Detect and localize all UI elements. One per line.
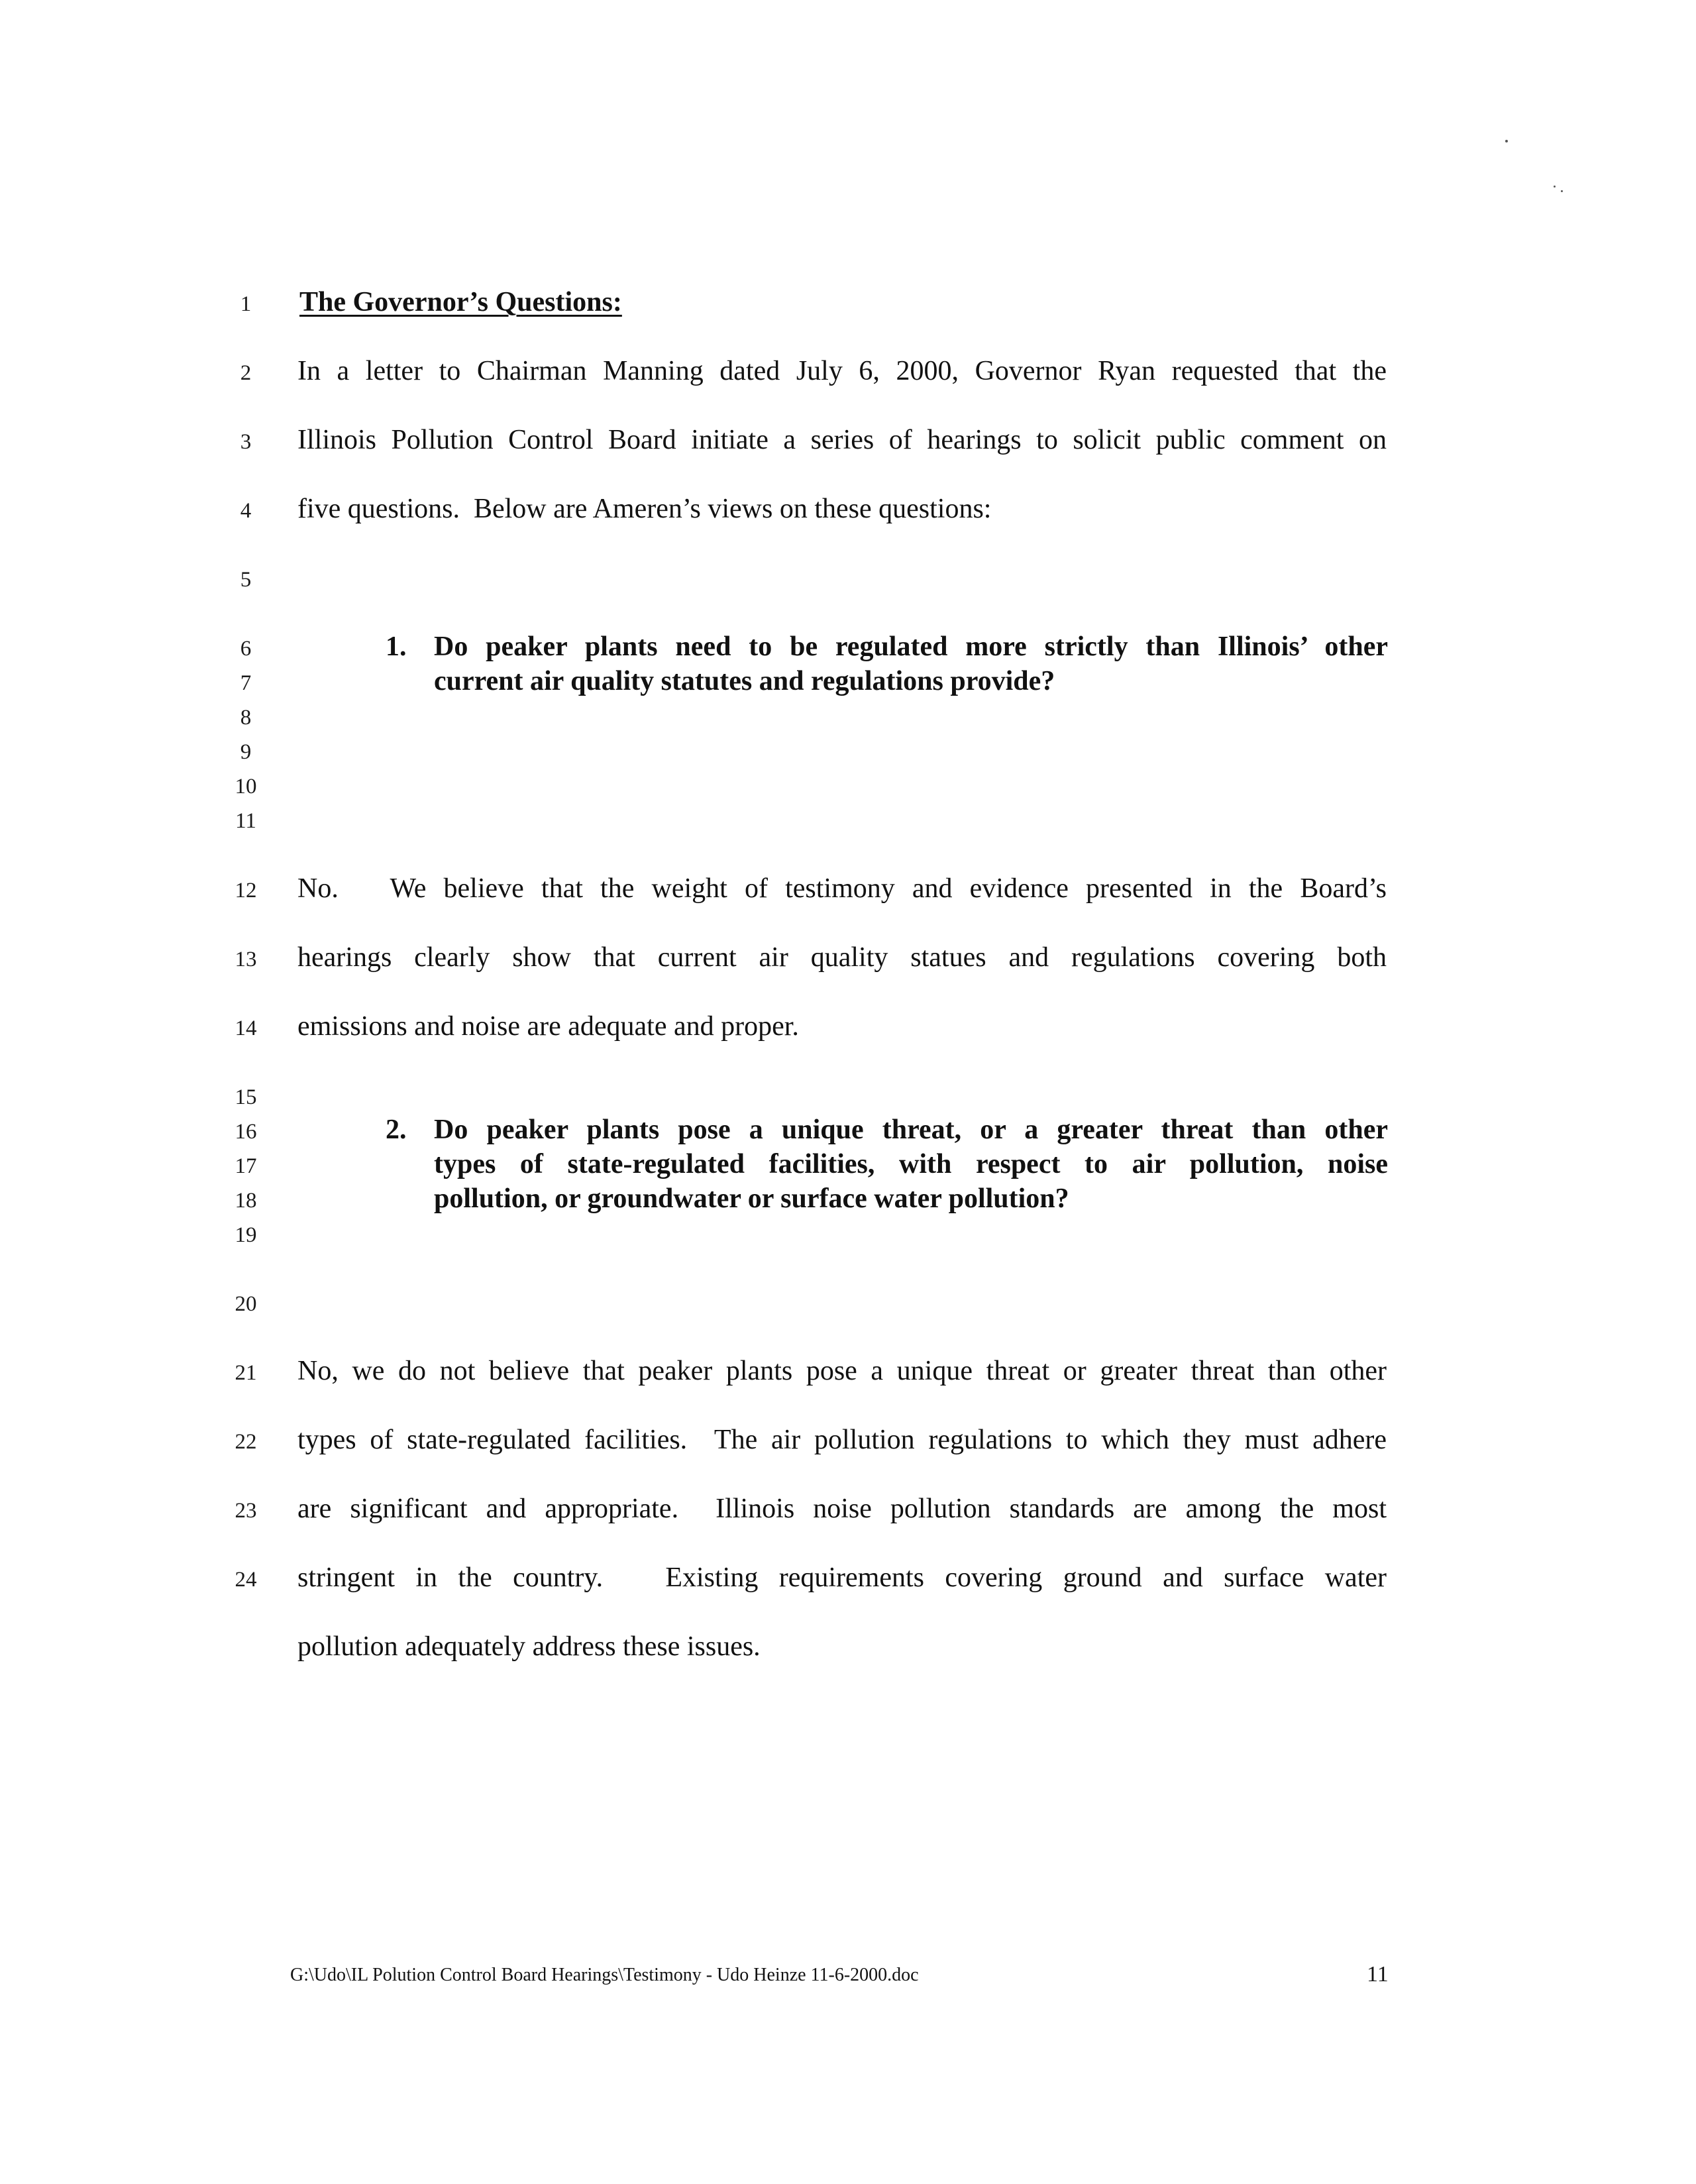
line-number: 3: [240, 430, 252, 454]
line-number: 14: [235, 1016, 257, 1040]
line-number: 4: [240, 499, 252, 523]
line-number: 18: [235, 1189, 257, 1213]
answer-line: No. We believe that the weight of testimony and evidence presented in the Board’s: [297, 873, 1387, 904]
line-number: 21: [235, 1361, 257, 1385]
line-number: 2: [240, 361, 252, 385]
answer-line: hearings clearly show that current air quality statues and regulations covering both: [297, 942, 1387, 973]
answer-line: No, we do not believe that peaker plants pose a unique threat or greater threat than other: [297, 1356, 1387, 1386]
question-line: types of state-regulated facilities, with respect to air pollution, noise: [434, 1149, 1388, 1179]
line-number: 11: [235, 809, 256, 833]
line-number: 22: [235, 1430, 257, 1454]
line-number: 17: [235, 1154, 257, 1178]
line-number: 19: [235, 1223, 257, 1247]
line-number: 7: [240, 671, 252, 695]
line-number: 10: [235, 775, 257, 798]
line-number: 8: [240, 706, 252, 730]
line-number: 20: [235, 1292, 257, 1316]
footer-page-number: 11: [1367, 1962, 1389, 1987]
line-number: 1: [240, 292, 252, 316]
question-line: Do peaker plants pose a unique threat, or a greater threat than other: [434, 1115, 1388, 1145]
answer-line: types of state-regulated facilities. The air pollution regulations to which they must adhere: [297, 1425, 1387, 1455]
line-number: 16: [235, 1120, 257, 1144]
question-line: current air quality statutes and regulations provide?: [434, 666, 1055, 696]
question-number: 1.: [386, 631, 407, 662]
intro-line: In a letter to Chairman Manning dated July 6, 2000, Governor Ryan requested that the: [297, 356, 1387, 386]
question-number: 2.: [386, 1115, 407, 1145]
question-line: Do peaker plants need to be regulated more strictly than Illinois’ other: [434, 631, 1388, 662]
line-number: 9: [240, 740, 252, 764]
line-number: 6: [240, 637, 252, 661]
answer-line: pollution adequately address these issues.: [297, 1631, 761, 1662]
question-line: pollution, or groundwater or surface water pollution?: [434, 1183, 1069, 1214]
answer-line: are significant and appropriate. Illinois noise pollution standards are among the most: [297, 1494, 1387, 1524]
line-number: 5: [240, 568, 252, 592]
scan-speck: [1505, 140, 1508, 142]
line-number: 15: [235, 1085, 257, 1109]
footer-file-path: G:\Udo\IL Polution Control Board Hearings\Testimony - Udo Heinze 11-6-2000.doc: [290, 1965, 919, 1985]
intro-line: Illinois Pollution Control Board initiate a series of hearings to solicit public comment on: [297, 425, 1387, 455]
section-heading: The Governor’s Questions:: [299, 287, 622, 317]
answer-line: emissions and noise are adequate and proper.: [297, 1011, 799, 1042]
line-number: 23: [235, 1499, 257, 1523]
line-number: 12: [235, 879, 257, 902]
scan-speck: [1554, 186, 1556, 188]
scan-speck: [1561, 190, 1563, 192]
line-number: 24: [235, 1568, 257, 1592]
answer-line: stringent in the country. Existing requirements covering ground and surface water: [297, 1562, 1387, 1593]
intro-line: five questions. Below are Ameren’s views on these questions:: [297, 494, 992, 524]
line-number: 13: [235, 948, 257, 971]
